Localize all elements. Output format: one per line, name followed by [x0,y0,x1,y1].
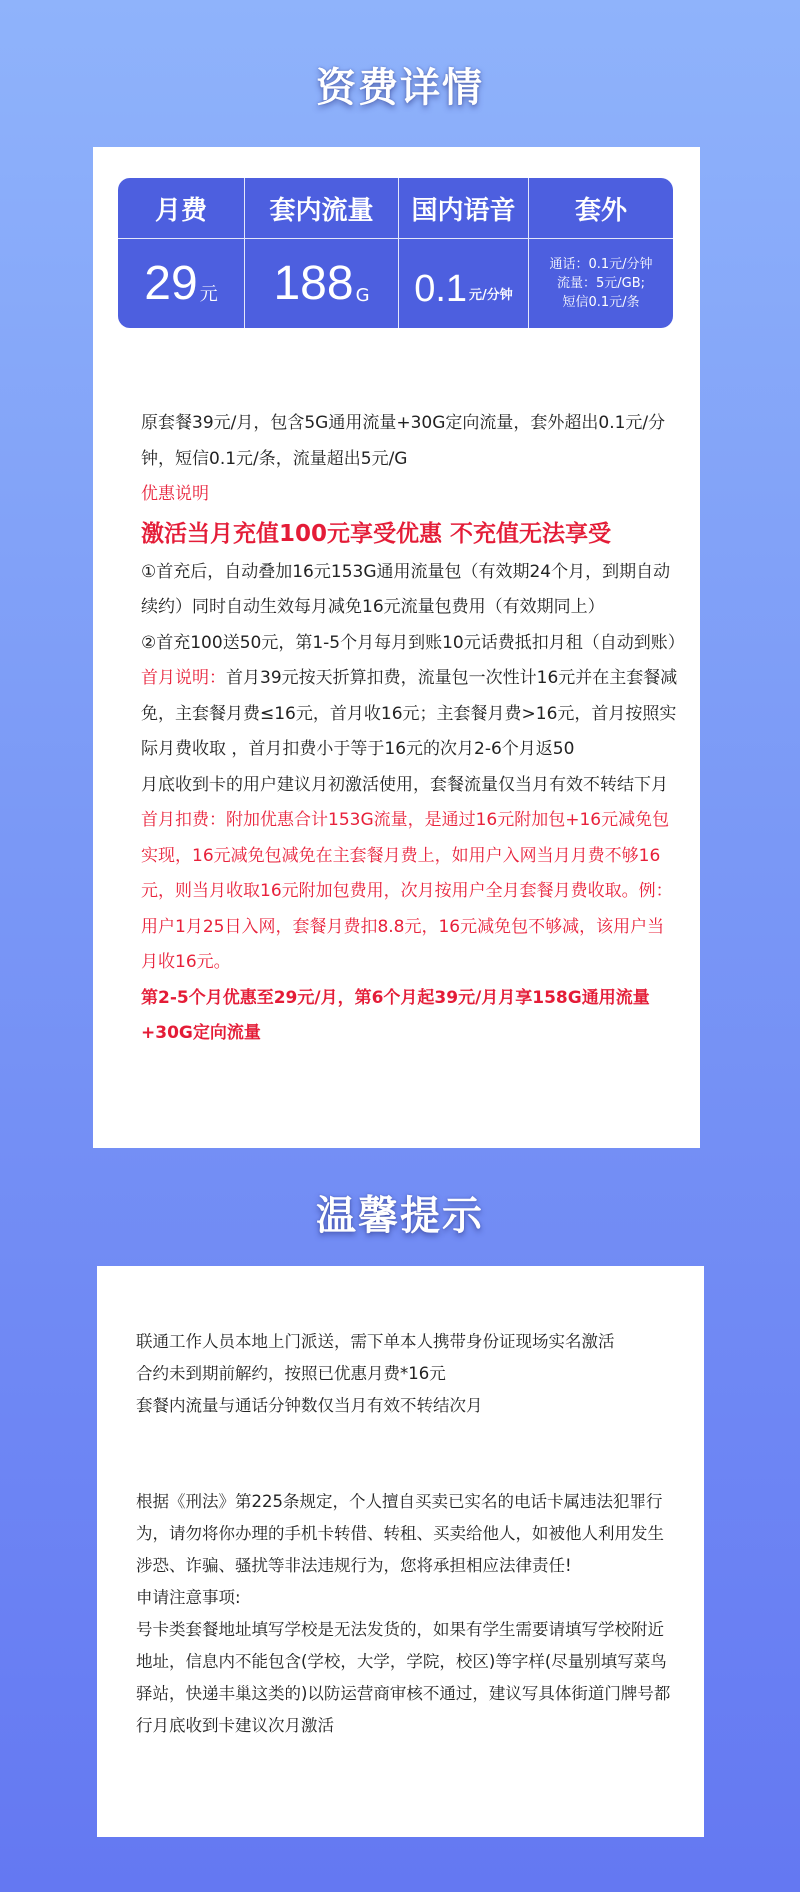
section-title-tips: 温馨提示 [316,1193,484,1239]
summary-text: 第2-5个月优惠至29元/月，第6个月起39元/月月享158G通用流量+30G定向流量 [141,987,650,1043]
tips-warnings [136,1486,676,1742]
header-monthly-fee: 月费 [118,178,245,239]
data-unit: G [355,285,370,306]
extra-data-rate: 流量：5元/GB; [556,276,646,291]
tip-validity: 套餐内流量与通话分钟数仅当月有效不转结次月 [136,1396,483,1415]
promo-label: 优惠说明 [141,484,209,504]
activation-headline: 激活当月充值100元享受优惠 不充值无法享受 [141,520,612,547]
benefit-item-2: ②首充100送50元，第1-5个月每月到账10元话费抵扣月租（自动到账） [141,632,685,653]
tip-termination: 合约未到期前解约，按照已优惠月费*16元 [136,1364,446,1383]
receive-note: 月底收到卡的用户建议月初激活使用，套餐流量仅当月有效不转结下月 [141,774,668,795]
first-month-paragraph [141,661,681,768]
first-month-label: 首月说明： [141,668,226,688]
first-month-deduction: 首月扣费：附加优惠合计153G流量，是通过16元附加包+16元减免包实现，16元减免包减免在主套餐月费上，如用户入网当月月费不够16元，则当月收取16元附加包费用，次月按用户全月套餐月费收取。例：用户1月25日入网，套餐月费扣8.8元，16元减免包不够减，该用户当月收16元。 [141,810,673,972]
tips-card [97,1266,704,1837]
voice-value: 0.1 [414,267,468,310]
monthly-fee-value: 29 [144,256,198,310]
data-value: 188 [273,256,354,310]
fee-details-card [93,147,700,1148]
benefit-item-1: ①首充后，自动叠加16元153G通用流量包（有效期24个月，到期自动续约）同时自动生效每月减免16元流量包费用（有效期同上） [141,561,671,617]
details-text [141,406,685,1052]
data-cell [245,239,399,328]
extra-call-rate: 通话：0.1元/分钟 [549,257,653,272]
monthly-fee-unit: 元 [199,284,218,305]
voice-cell [399,239,529,328]
extra-sms-rate: 短信0.1元/条 [562,295,640,310]
voice-unit: 元/分钟 [469,288,513,303]
original-plan-text: 原套餐39元/月，包含5G通用流量+30G定向流量，套外超出0.1元/分钟，短信0.1元/条，流量超出5元/G [141,413,666,469]
pricing-table [118,178,673,328]
tip-delivery: 联通工作人员本地上门派送，需下单本人携带身份证现场实名激活 [136,1332,615,1351]
extra-charges-cell [529,239,673,328]
apply-notes-title: 申请注意事项: [136,1588,241,1607]
first-month-text: 首月39元按天折算扣费，流量包一次性计16元并在主套餐减免，主套餐月费≤16元，首月收16元；主套餐月费>16元，首月按照实际月费收取 ，首月扣费小于等于16元的次月2-6个月返50 [141,668,678,759]
header-data-included: 套内流量 [245,178,399,239]
header-domestic-voice: 国内语音 [399,178,529,239]
legal-warning: 根据《刑法》第225条规定，个人擅自买卖已实名的电话卡属违法犯罪行为，请勿将你办理的手机卡转借、转租、买卖给他人，如被他人利用发生涉恐、诈骗、骚扰等非法违规行为，您将承担相应法律责任! [136,1492,664,1575]
tips-general [136,1326,676,1422]
apply-notes-text: 号卡类套餐地址填写学校是无法发货的，如果有学生需要请填写学校附近地址，信息内不能包含(学校，大学，学院，校区)等字样(尽量别填写菜鸟驿站，快递丰巢这类的)以防运营商审核不通过，建议写具体街道门牌号都行月底收到卡建议次月激活 [136,1620,671,1735]
monthly-fee-cell [118,239,245,328]
section-title-fee-details: 资费详情 [316,65,484,111]
header-extra-charges: 套外 [529,178,673,239]
